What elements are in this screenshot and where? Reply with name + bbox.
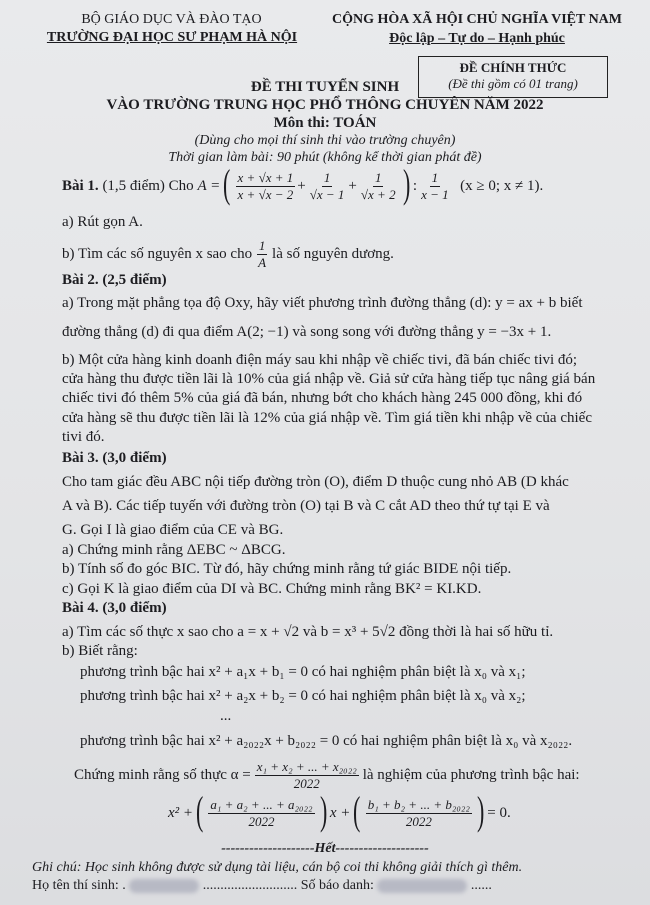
bai4-part-a: a) Tìm các số thực x sao cho a = x + √2 và b = x³ + 5√2 đồng thời là hai số hữu tỉ. [62, 624, 554, 640]
bai1-part-b-frac: $\frac{1}{A}$ [258, 238, 267, 270]
bai1-frac3: $\frac{1}{√x + 2}$ [360, 169, 396, 202]
bai1-part-b: b) Tìm các số nguyên x sao cho $\frac{1}{A}$ là số nguyên dương. [62, 238, 394, 270]
bai3-line3: G. Gọi I là giao điểm của CE và BG. [62, 522, 284, 538]
official-stamp-label: ĐỀ CHÍNH THỨC [459, 60, 567, 75]
bai1-frac1: $\frac{x + √x + 1}{x + √x - 2}$ [237, 169, 294, 202]
exam-subtitle: VÀO TRƯỜNG TRUNG HỌC PHỔ THÔNG CHUYÊN NĂM 2022 [106, 97, 544, 113]
national-motto: Độc lập – Tự do – Hạnh phúc [389, 31, 565, 46]
bai1-points: (1,5 điểm) Cho [102, 177, 194, 194]
bai2-b-line1: b) Một cửa hàng kinh doanh điện máy sau khi nhập về chiếc tivi, đã bán chiếc tivi đó; [62, 352, 578, 368]
exam-duration: Thời gian làm bài: 90 phút (không kể thời gian phát đề) [168, 150, 482, 165]
bai1-frac4: $\frac{1}{x - 1}$ [421, 169, 449, 202]
bai4-part-b: b) Biết rằng: [62, 643, 138, 659]
bai4-equation-2: phương trình bậc hai x² + a₂x + b₂ = 0 có hai nghiệm phân biệt là x₀ và x₂; [80, 688, 526, 704]
redacted-name [129, 879, 199, 893]
bai1-frac2: $\frac{1}{√x - 1}$ [309, 169, 345, 202]
bai2-b-line3: chiếc tivi đó thêm 5% của giá đã bán, nhưng bớt cho khách hàng 245 000 đồng, khi đó [62, 390, 583, 406]
republic-name: CỘNG HÒA XÃ HỘI CHỦ NGHĨA VIỆT NAM [331, 12, 622, 27]
final-b-fraction: $\frac{\text{b₁ + b₂ + ... + b₂₀₂₂}}{2022}$ [367, 796, 470, 829]
right-paren: ) [402, 161, 410, 206]
footer-note: Ghi chú: Học sinh không được sử dụng tài liệu, cán bộ coi thi không giải thích gì thêm. [32, 860, 523, 875]
bai3-line1: Cho tam giác đều ABC nội tiếp đường tròn (O), điểm D thuộc cung nhỏ AB (D khác [62, 474, 569, 490]
exam-title: ĐỀ THI TUYỂN SINH [250, 79, 400, 95]
left-paren: ( [223, 161, 231, 206]
bai1-condition: (x ≥ 0; x ≠ 1). [460, 177, 544, 194]
bai2-b-line4: cửa hàng sẽ thu được tiền lãi là 12% của giá nhập về. Tìm giá tiền khi nhập về của chiếc [62, 410, 592, 426]
bai2-b-line2: cửa hàng thu được tiền lãi là 10% của giá nhập về. Giả sử cửa hàng tiếp tục nâng giá bán [62, 371, 596, 387]
final-a-fraction: $\frac{\text{a₁ + a₂ + ... + a₂₀₂₂}}{2022}$ [210, 796, 313, 829]
bai4-equation-3: phương trình bậc hai x² + a₂₀₂₂x + b₂₀₂₂ = 0 có hai nghiệm phân biệt là x₀ và x₂₀₂₂. [80, 733, 573, 749]
bai1-statement: Bài 1. (1,5 điểm) Cho A = ( $\frac{x + √x + 1}{x + √x - 2}$ + $\frac{1}{√x - 1}$ + $\frac{1}{√x + 2}$ ) : $\frac{1}{x - 1}$ (x ≥ 0; x ≠ 1). [62, 161, 544, 206]
candidate-info [32, 878, 632, 894]
bai3-part-a: a) Chứng minh rằng ΔEBC ~ ΔBCG. [62, 542, 286, 558]
candidate-name-label: Họ tên thí sinh: . [32, 878, 126, 893]
bai3-line2: A và B). Các tiếp tuyến với đường tròn (O) tại B và C cắt AD theo thứ tự tại E và [62, 498, 550, 514]
university-name: TRƯỜNG ĐẠI HỌC SƯ PHẠM HÀ NỘI [46, 30, 298, 45]
bai4-prove-statement: Chứng minh rằng số thực α = $\frac{\text{x₁ + x₂ + ... + x₂₀₂₂}}{2022}$ là nghiệm của phương trình bậc hai: [74, 759, 580, 791]
bai2-a-line2: đường thẳng (d) đi qua điểm A(2; −1) và song song với đường thẳng y = −3x + 1. [62, 324, 552, 340]
alpha-fraction: $\frac{\text{x₁ + x₂ + ... + x₂₀₂₂}}{2022}$ [256, 759, 357, 791]
ministry-name: BỘ GIÁO DỤC VÀ ĐÀO TẠO [81, 12, 262, 27]
candidate-name-dots: ........................... [202, 878, 298, 893]
end-marker: --------------------Hết-------------------- [221, 841, 429, 856]
bai3-part-b: b) Tính số đo góc BIC. Từ đó, hãy chứng minh rằng tứ giác BIDE nội tiếp. [62, 561, 512, 577]
candidate-id-dots: ...... [470, 878, 492, 893]
bai3-heading: Bài 3. (3,0 điểm) [62, 450, 167, 466]
bai1-part-a: a) Rút gọn A. [62, 214, 143, 230]
bai1-label: Bài 1. [62, 177, 99, 194]
candidate-id-label: Số báo danh: [300, 878, 374, 893]
bai4-final-equation: x² + ( $\frac{\text{a₁ + a₂ + ... + a₂₀₂₂}}{2022}$ ) x + ( $\frac{\text{b₁ + b₂ + ... + b₂₀₂₂}}{2022}$ ) = 0. [168, 788, 511, 833]
bai4-equation-1: phương trình bậc hai x² + a₁x + b₁ = 0 có hai nghiệm phân biệt là x₀ và x₁; [80, 664, 526, 680]
bai3-part-c: c) Gọi K là giao điểm của DI và BC. Chứng minh rằng BK² = KI.KD. [62, 581, 482, 597]
page-count-note: (Đề thi gồm có 01 trang) [448, 76, 578, 91]
bai2-heading: Bài 2. (2,5 điểm) [62, 272, 167, 288]
bai2-b-line5: tivi đó. [62, 429, 105, 445]
bai4-ellipsis: ... [220, 708, 232, 724]
redacted-id [377, 879, 467, 893]
bai1-a-eq: A = [197, 177, 221, 194]
exam-subject: Môn thi: TOÁN [273, 115, 377, 131]
bai2-a-line1: a) Trong mặt phẳng tọa độ Oxy, hãy viết phương trình đường thẳng (d): y = ax + b biết [62, 295, 583, 311]
exam-audience: (Dùng cho mọi thí sinh thi vào trường chuyên) [194, 133, 456, 148]
bai4-heading: Bài 4. (3,0 điểm) [62, 600, 167, 616]
